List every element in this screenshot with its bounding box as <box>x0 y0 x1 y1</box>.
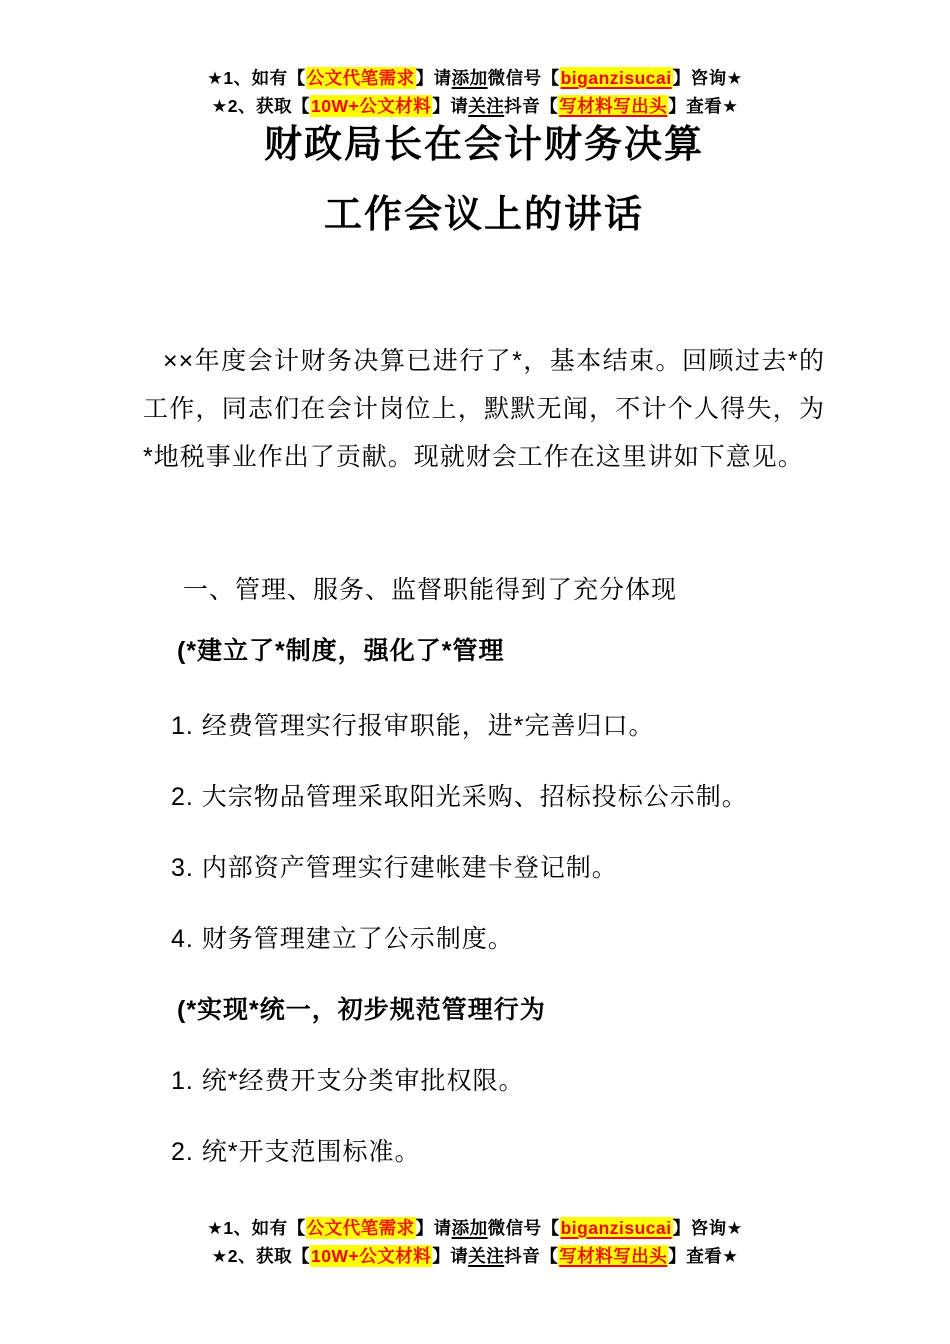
section-1-heading: 一、管理、服务、监督职能得到了充分体现 <box>183 576 678 604</box>
promo-text-segment: 】请 <box>415 1218 452 1238</box>
promo-text-segment: ★2、获取【 <box>211 1246 310 1266</box>
list-item: 3. 内部资产管理实行建帐建卡登记制。 <box>171 854 618 882</box>
promo-text-segment: 微信号【 <box>487 1218 560 1238</box>
subsection-2-heading: (*实现*统一，初步规范管理行为 <box>177 996 546 1024</box>
list-item: 1. 经费管理实行报审职能，进*完善归口。 <box>171 712 655 740</box>
promo-text-segment: 】请 <box>432 1246 469 1266</box>
list-item: 4. 财务管理建立了公示制度。 <box>171 925 514 953</box>
promo-highlight-segment: 写材料写出头 <box>559 96 668 116</box>
promo-highlight-segment: 10W+公文材料 <box>311 96 432 116</box>
promo-footer <box>0 1214 950 1270</box>
promo-highlight-segment: 公文代笔需求 <box>306 68 415 88</box>
promo-text-segment: 添加 <box>451 68 488 88</box>
promo-text-segment: 】咨询★ <box>672 1218 743 1238</box>
promo-text-segment: 添加 <box>451 1218 488 1238</box>
promo-footer-line-2 <box>0 1242 950 1270</box>
promo-highlight-segment: biganzisucai <box>560 68 672 88</box>
list-item: 2. 统*开支范围标准。 <box>171 1138 421 1166</box>
document-title <box>143 110 825 250</box>
promo-text-segment: ★2、获取【 <box>211 96 310 116</box>
promo-text-segment: 】查看★ <box>668 96 739 116</box>
promo-text-segment: 关注 <box>468 96 505 116</box>
document-title-line-1: 财政局长在会计财务决算 <box>263 124 704 166</box>
promo-text-segment: 关注 <box>468 1246 505 1266</box>
promo-highlight-segment: biganzisucai <box>560 1218 672 1238</box>
list-item: 1. 统*经费开支分类审批权限。 <box>171 1067 525 1095</box>
promo-text-segment: 】咨询★ <box>672 68 743 88</box>
intro-paragraph: ××年度会计财务决算已进行了*，基本结束。回顾过去*的工作，同志们在会计岗位上，默默无闻，不计个人得失，为*地税事业作出了贡献。现就财会工作在这里讲如下意见。 <box>143 347 825 471</box>
list-item: 2. 大宗物品管理采取阳光采购、招标投标公示制。 <box>171 783 748 811</box>
promo-text-segment: 】查看★ <box>668 1246 739 1266</box>
subsection-1-heading: (*建立了*制度，强化了*管理 <box>177 637 505 665</box>
promo-highlight-segment: 10W+公文材料 <box>311 1246 432 1266</box>
promo-text-segment: 微信号【 <box>487 68 560 88</box>
promo-text-segment: ★1、如有【 <box>207 1218 306 1238</box>
promo-text-segment: ★1、如有【 <box>207 68 306 88</box>
promo-highlight-segment: 公文代笔需求 <box>306 1218 415 1238</box>
promo-text-segment: 抖音【 <box>504 1246 559 1266</box>
promo-text-segment: 】请 <box>415 68 452 88</box>
promo-text-segment: 】请 <box>432 96 469 116</box>
promo-text-segment: 抖音【 <box>504 96 559 116</box>
promo-header-line-1 <box>0 64 950 92</box>
document-title-line-2: 工作会议上的讲话 <box>323 194 644 236</box>
promo-footer-line-1 <box>0 1214 950 1242</box>
promo-highlight-segment: 写材料写出头 <box>559 1246 668 1266</box>
